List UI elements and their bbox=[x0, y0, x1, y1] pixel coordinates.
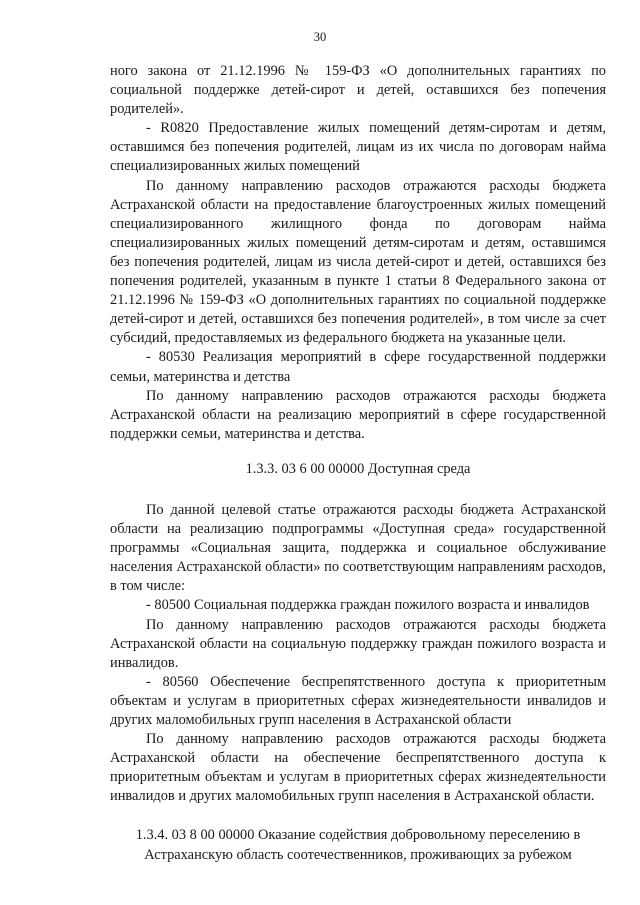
page-number: 30 bbox=[313, 30, 327, 44]
section-heading-1-3-3: 1.3.3. 03 6 00 00000 Доступная среда bbox=[245, 460, 471, 477]
paragraph-section-intro: По данной целевой статье отражаются расходы бюджета Астраханской области на реализацию подпрограммы «Доступная среда» государственной программы «Социальная защита, поддержка и социальное обслуживание населения Астраханской области» по соответствующим направлениям расходов, в том числе: bbox=[110, 501, 606, 595]
document-body bbox=[110, 62, 606, 865]
expense-item-r0820: - R0820 Предоставление жилых помещений детям-сиротам и детям, оставшимся без попечения родителей, лицам из их числа по договорам найма специализированных жилых помещений bbox=[110, 120, 606, 175]
paragraph-80560-description: По данному направлению расходов отражаются расходы бюджета Астраханской области на обеспечение беспрепятственного доступа к приоритетным объектам и услугам в приоритетных сферах жизнедеятельности инвалидов и других маломобильных групп населения в Астраханской области. bbox=[110, 731, 606, 805]
expense-item-80500: - 80500 Социальная поддержка граждан пожилого возраста и инвалидов bbox=[146, 597, 590, 614]
paragraph-80500-description: По данному направлению расходов отражаются расходы бюджета Астраханской области на социальную поддержку граждан пожилого возраста и инвалидов. bbox=[110, 616, 606, 671]
paragraph-continuation: ного закона от 21.12.1996 № 159-ФЗ «О дополнительных гарантиях по социальной поддержке детей-сирот и детей, оставшихся без попечения родителей». bbox=[110, 63, 606, 118]
section-heading-1-3-4: 1.3.4. 03 8 00 00000 Оказание содействия добровольному переселению в Астраханскую область соотечественников, проживающих за рубежом bbox=[135, 827, 581, 863]
expense-item-80530: - 80530 Реализация мероприятий в сфере государственной поддержки семьи, материнства и детства bbox=[110, 349, 606, 385]
paragraph-80530-description: По данному направлению расходов отражаются расходы бюджета Астраханской области на реализацию мероприятий в сфере государственной поддержки семьи, материнства и детства. bbox=[110, 387, 606, 442]
expense-item-80560: - 80560 Обеспечение беспрепятственного доступа к приоритетным объектам и услугам в приоритетных сферах жизнедеятельности инвалидов и других маломобильных групп населения в Астраханской области bbox=[110, 673, 606, 728]
paragraph-r0820-description: По данному направлению расходов отражаются расходы бюджета Астраханской области на предоставление благоустроенных жилых помещений специализированного жилищного фонда по договорам найма специализированных жилых помещений детям-сиротам и детям, оставшимся без попечения родителей, лицам из числа детей-сирот и детей, оставшихся без попечения родителей, указанным в пункте 1 статьи 8 Федерального закона от 21.12.1996 № 159-ФЗ «О дополнительных гарантиях по социальной поддержке детей-сирот и детей, оставшихся без попечения родителей», в том числе за счет субсидий, предоставляемых из федерального бюджета на указанные цели. bbox=[110, 177, 606, 347]
